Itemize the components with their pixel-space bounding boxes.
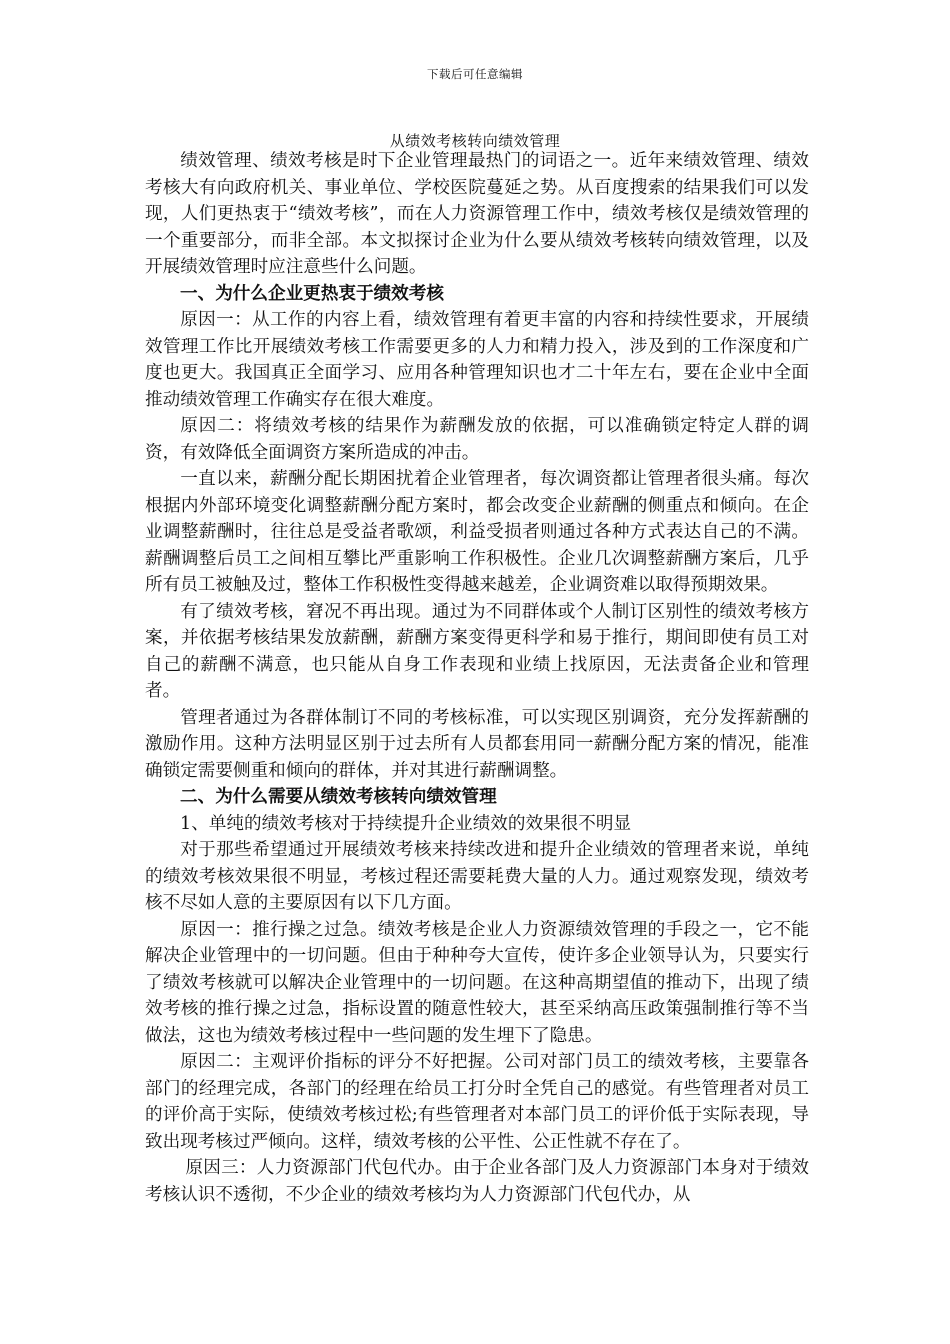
paragraph: 对于那些希望通过开展绩效考核来持续改进和提升企业绩效的管理者来说，单纯的绩效考核效果很不明显，考核过程还需要耗费大量的人力。通过观察发现，绩效考核不尽如人意的主要原因有以下几方面。 [145,840,809,913]
section-heading: 一、为什么企业更热衷于绩效考核 [180,282,444,304]
document-body [145,148,809,1208]
paragraph: 原因一：从工作的内容上看，绩效管理有着更丰富的内容和持续性要求，开展绩效管理工作比开展绩效考核工作需要更多的人力和精力投入，涉及到的工作深度和广度也更大。我国真正全面学习、应用各种管理知识也才二十年左右，要在企业中全面推动绩效管理工作确实存在很大难度。 [145,310,809,410]
subsection-heading: 1、单纯的绩效考核对于持续提升企业绩效的效果很不明显 [180,813,632,834]
document-title: 从绩效考核转向绩效管理 [389,132,561,150]
paragraph: 一直以来，薪酬分配长期困扰着企业管理者，每次调资都让管理者很头痛。每次根据内外部环境变化调整薪酬分配方案时，都会改变企业薪酬的侧重点和倾向。在企业调整薪酬时，往往总是受益者歌颂，利益受损者则通过各种方式表达自己的不满。薪酬调整后员工之间相互攀比严重影响工作积极性。企业几次调整薪酬方案后，几乎所有员工被触及过，整体工作积极性变得越来越差，企业调资难以取得预期效果。 [145,469,809,595]
paragraph: 管理者通过为各群体制订不同的考核标准，可以实现区别调资，充分发挥薪酬的激励作用。这种方法明显区别于过去所有人员都套用同一薪酬分配方案的情况，能准确锁定需要侧重和倾向的群体，并对其进行薪酬调整。 [145,707,809,781]
paragraph: 有了绩效考核，窘况不再出现。通过为不同群体或个人制订区别性的绩效考核方案，并依据考核结果发放薪酬，薪酬方案变得更科学和易于推行，期间即使有员工对自己的薪酬不满意，也只能从自身工作表现和业绩上找原因，无法责备企业和管理者。 [145,601,809,701]
paragraph: 原因一：推行操之过急。绩效考核是企业人力资源绩效管理的手段之一，它不能解决企业管理中的一切问题。但由于种种夸大宣传，使许多企业领导认为，只要实行了绩效考核就可以解决企业管理中的一切问题。在这种高期望值的推动下，出现了绩效考核的推行操之过急，指标设置的随意性较大，甚至采纳高压政策强制推行等不当做法，这也为绩效考核过程中一些问题的发生埋下了隐患。 [145,919,809,1046]
paragraph: 原因二：主观评价指标的评分不好把握。公司对部门员工的绩效考核，主要靠各部门的经理完成，各部门的经理在给员工打分时全凭自己的感觉。有些管理者对员工的评价高于实际，使绩效考核过松;有些管理者对本部门员工的评价低于实际表现，导致出现考核过严倾向。这样，绩效考核的公平性、公正性就不存在了。 [145,1052,809,1152]
paragraph: 绩效管理、绩效考核是时下企业管理最热门的词语之一。近年来绩效管理、绩效考核大有向政府机关、事业单位、学校医院蔓延之势。从百度搜索的结果我们可以发现，人们更热衷于“绩效考核”，而在人力资源管理工作中，绩效考核仅是绩效管理的一个重要部分，而非全部。本文拟探讨企业为什么要从绩效考核转向绩效管理，以及开展绩效管理时应注意些什么问题。 [145,151,809,277]
section-heading: 二、为什么需要从绩效考核转向绩效管理 [180,786,497,807]
header-note: 下载后可任意编辑 [427,67,523,81]
paragraph: 原因三：人力资源部门代包代办。由于企业各部门及人力资源部门本身对于绩效考核认识不透彻，不少企业的绩效考核均为人力资源部门代包代办，从 [145,1158,809,1205]
paragraph: 原因二：将绩效考核的结果作为薪酬发放的依据，可以准确锁定特定人群的调资，有效降低全面调资方案所造成的冲击。 [145,416,809,463]
